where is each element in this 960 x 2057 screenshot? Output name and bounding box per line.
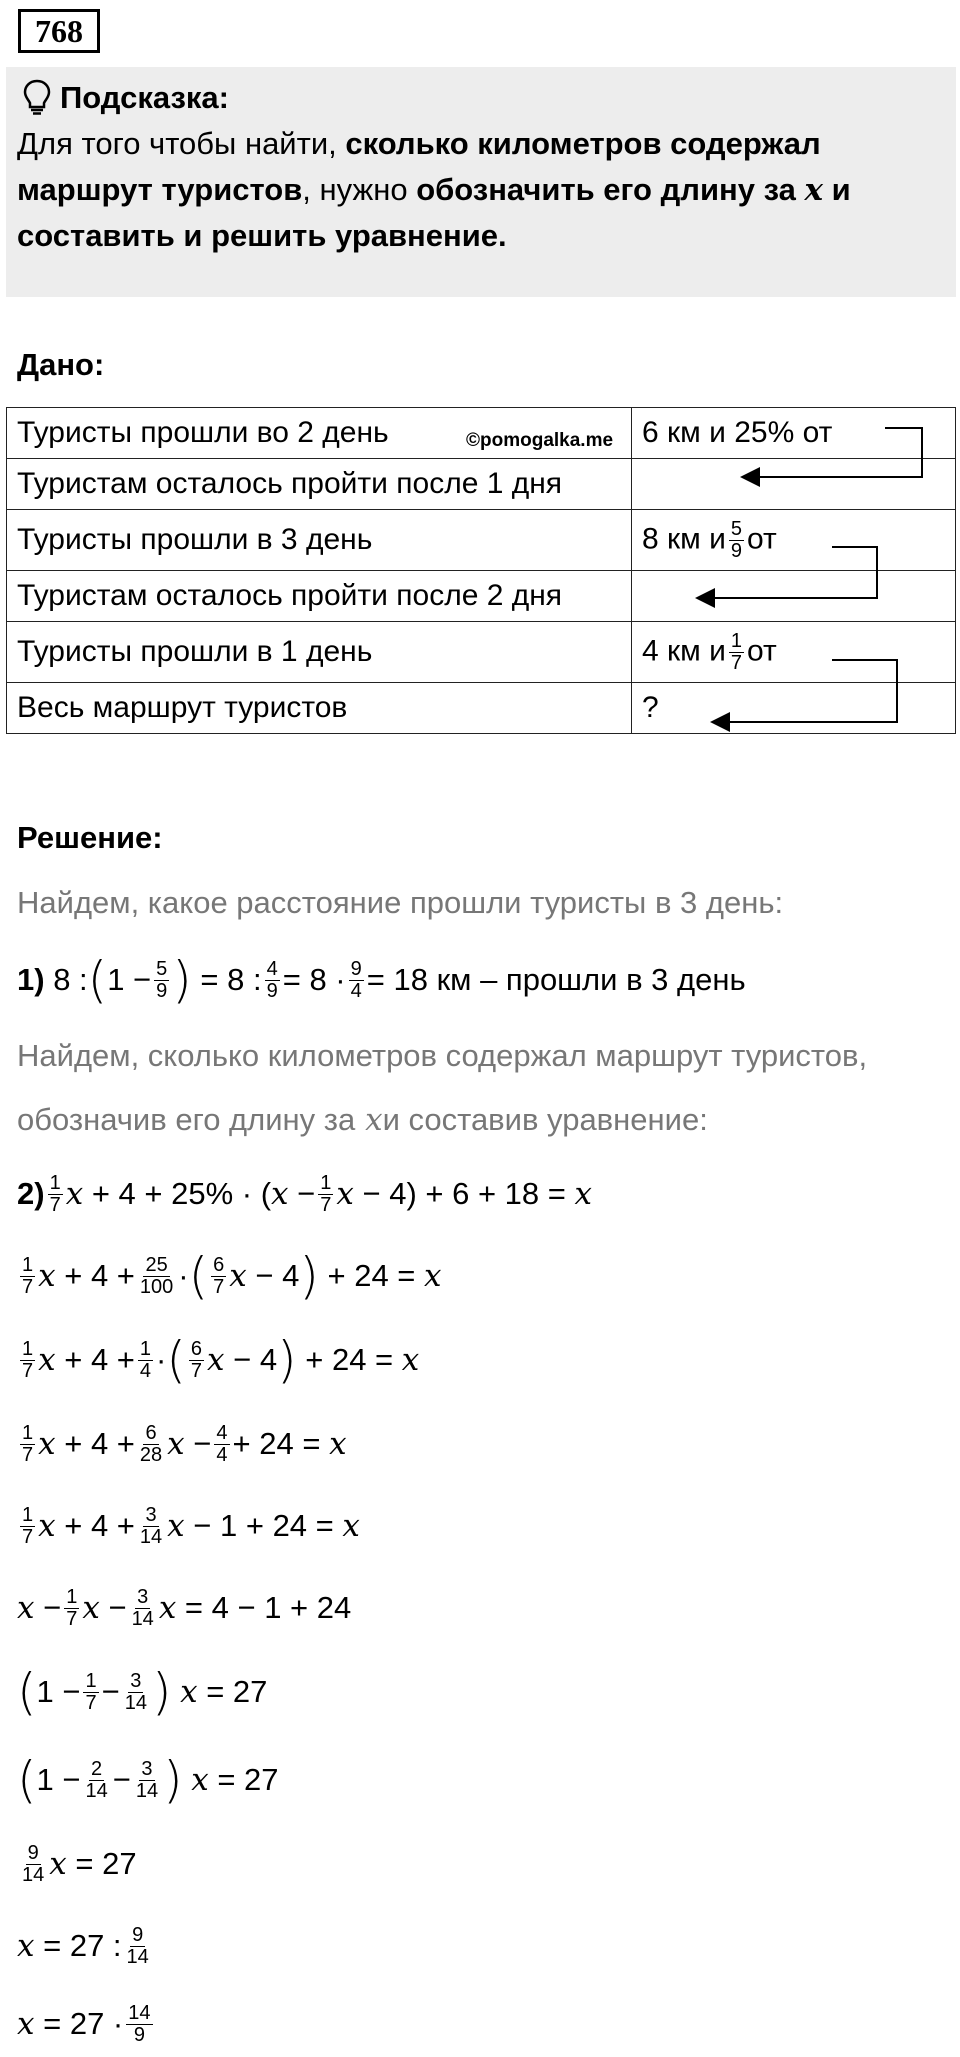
equation-7: ( 1 − $\frac{2}{14}$ − $\frac{3}{14}$ ) x = 27: [17, 1751, 279, 1809]
row-label: Туристы прошли в 1 день: [7, 622, 632, 683]
hint-line-2: маршрут туристов, нужно обозначить его длину за x и: [17, 172, 851, 208]
row-value: ?: [632, 683, 956, 734]
row-label: Весь маршрут туристов: [7, 683, 632, 734]
equation-10: x = 27 · $\frac{14}{9}$: [17, 2001, 151, 2046]
equation-4: $\frac{1}{7}$ x + 4 + $\frac{3}{14}$ x − 1 + 24 = x: [22, 1503, 360, 1548]
solution-title: Решение:: [17, 820, 163, 855]
equation-3: $\frac{1}{7}$ x + 4 + $\frac{6}{28}$ x − $\frac{4}{4}$ + 24 = x: [22, 1421, 347, 1466]
solution-text-3: обозначив его длину за x и составив уравнение:: [17, 1102, 708, 1138]
row-label: Туристам осталось пройти после 2 дня: [7, 571, 632, 622]
arrow-1: [742, 428, 922, 477]
watermark: ©pomogalka.me: [466, 430, 614, 451]
row-label: Туристы прошли в 3 день: [7, 510, 632, 571]
step-2: 2) $\frac{1}{7}$ x + 4 + 25% · ( x − $\frac{1}{7}$ x − 4) + 6 + 18 = x: [17, 1171, 592, 1216]
equation-2: $\frac{1}{7}$ x + 4 + $\frac{1}{4}$ · ( $\frac{6}{7}$ x − 4 ) + 24 = x: [22, 1331, 420, 1389]
solution-text-1: Найдем, какое расстояние прошли туристы в 3 день:: [17, 885, 784, 920]
row-value: 4 км и $\frac{1}{7}$ от: [632, 622, 956, 683]
row-label: Туристам осталось пройти после 1 дня: [7, 459, 632, 510]
step-1: 1) 8 : ( 1 − $\frac{5}{9}$ ) = 8 : $\frac{4}{9}$ = 8 · $\frac{9}{4}$ = 18 км – прошли в 3 день: [17, 951, 746, 1009]
hint-line-3: составить и решить уравнение.: [17, 218, 507, 253]
solution-text-2: Найдем, сколько километров содержал маршрут туристов,: [17, 1038, 868, 1073]
given-title: Дано:: [17, 347, 105, 382]
task-number: 768: [18, 9, 100, 53]
equation-1: $\frac{1}{7}$ x + 4 + $\frac{25}{100}$ · ( $\frac{6}{7}$ x − 4 ) + 24 = x: [22, 1247, 442, 1305]
equation-6: ( 1 − $\frac{1}{7}$ − $\frac{3}{14}$ ) x = 27: [17, 1663, 268, 1721]
equation-8: $\frac{9}{14}$ x = 27: [22, 1841, 137, 1886]
arrow-2: [697, 547, 877, 598]
equation-9: x = 27 : $\frac{9}{14}$: [17, 1923, 149, 1968]
row-value: 6 км и 25% от: [632, 408, 956, 459]
row-label: Туристы прошли во 2 день: [7, 408, 632, 459]
hint-line-1: Для того чтобы найти, сколько километров содержал: [17, 126, 821, 161]
hint-title: Подсказка:: [60, 80, 229, 115]
equation-5: x − $\frac{1}{7}$ x − $\frac{3}{14}$ x = 4 − 1 + 24: [17, 1585, 352, 1630]
arrow-3: [712, 660, 897, 722]
reference-arrows: [0, 0, 960, 760]
row-value: 8 км и $\frac{5}{9}$ от: [632, 510, 956, 571]
